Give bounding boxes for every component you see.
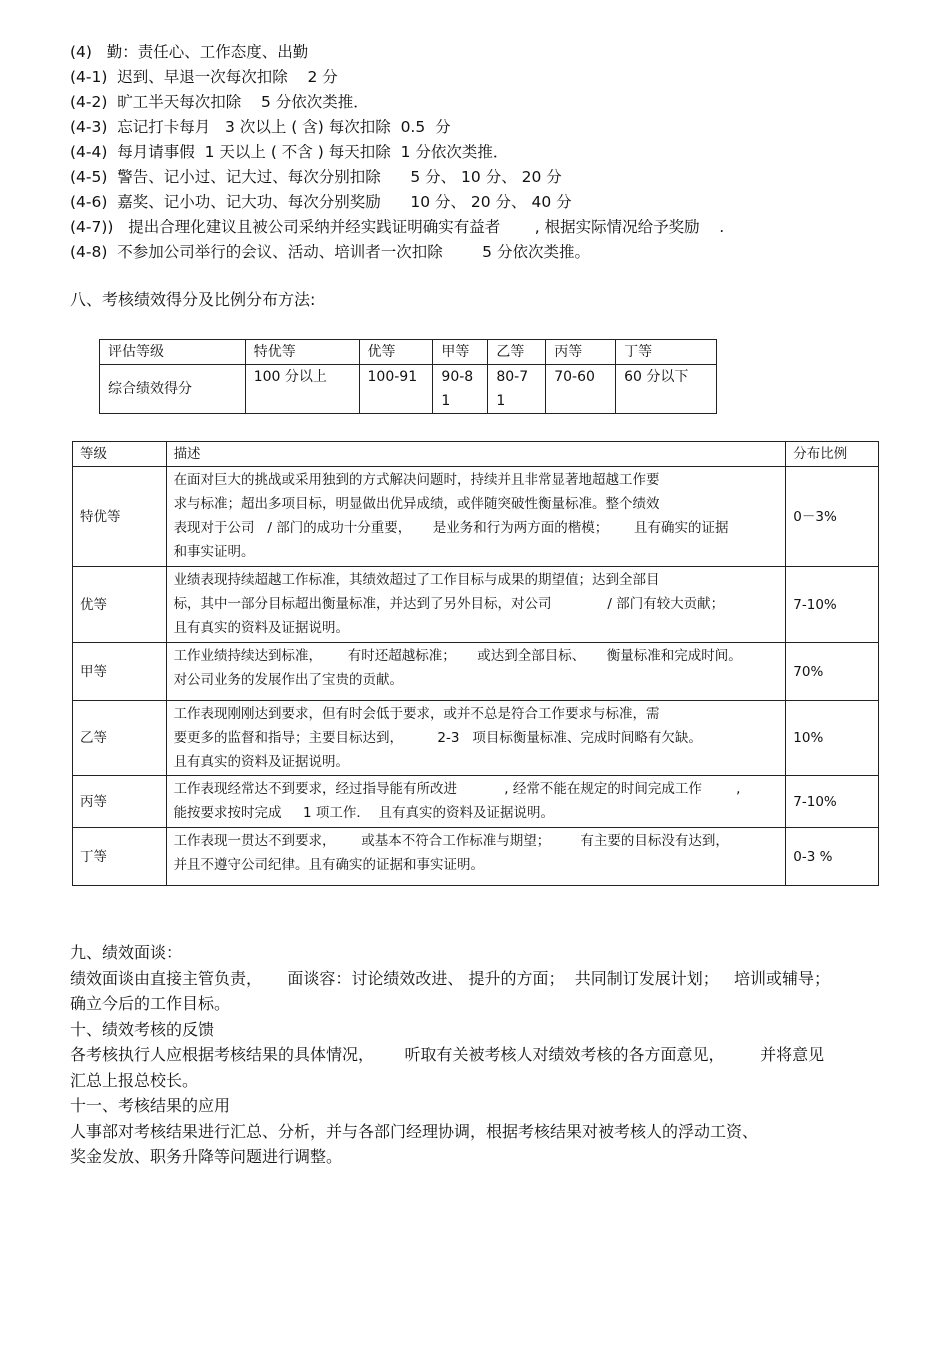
description-cell — [166, 643, 786, 701]
description-line: 工作业绩持续达到标准， 有时还超越标准； 或达到全部目标、 衡量标准和完成时间。 — [173, 648, 742, 664]
rule-line: (4-6) 嘉奖、记小功、记大功、每次分别奖励 10 分、 20 分、 40 分 — [70, 193, 572, 211]
score-table-score: 80-7 1 — [488, 365, 546, 414]
description-line: 工作表现经常达不到要求，经过指导能有所改进 , 经常不能在规定的时间完成工作 , — [173, 781, 741, 797]
score-table-label: 评估等级 — [100, 340, 246, 365]
description-cell — [166, 828, 786, 886]
score-table-grade: 优等 — [359, 340, 433, 365]
score-table-grade-row — [100, 340, 717, 365]
paragraph-line: 人事部对考核结果进行汇总、分析，并与各部门经理协调，根据考核结果对被考核人的浮动工资、 — [70, 1121, 759, 1141]
description-line: 求与标准；超出多项目标，明显做出优异成绩，或伴随突破性衡量标准。整个绩效 — [173, 496, 660, 512]
ratio-cell: 7-10% — [786, 567, 879, 643]
grade-cell: 甲等 — [73, 643, 167, 701]
description-line: 工作表现一贯达不到要求， 或基本不符合工作标准与期望； 有主要的目标没有达到， — [173, 833, 729, 849]
paragraph-line: 汇总上报总校长。 — [70, 1070, 199, 1090]
paragraph-line: 确立今后的工作目标。 — [70, 994, 231, 1013]
grade-table-header-row — [73, 442, 879, 467]
ratio-column-header: 分布比例 — [786, 442, 879, 467]
rule-line: (4) 勤：责任心、工作态度、出勤 — [70, 43, 309, 61]
description-column-header: 描述 — [166, 442, 786, 467]
table-row — [73, 701, 879, 776]
description-line: 并且不遵守公司纪律。且有确实的证据和事实证明。 — [173, 857, 485, 873]
score-table-score: 60 分以下 — [616, 365, 717, 414]
grade-cell: 特优等 — [73, 467, 167, 567]
score-table-score-row — [100, 365, 717, 414]
paragraph-line: 奖金发放、职务升降等问题进行调整。 — [70, 1147, 343, 1166]
score-table-score: 90-8 1 — [433, 365, 488, 414]
grade-column-header: 等级 — [73, 442, 167, 467]
rule-line: (4-2) 旷工半天每次扣除 5 分依次类推． — [70, 93, 369, 111]
score-table-score: 100 分以上 — [245, 365, 359, 414]
score-table-label: 综合绩效得分 — [100, 365, 246, 414]
score-table-grade: 丙等 — [546, 340, 616, 365]
description-cell — [166, 701, 786, 776]
section-8-heading: 八、考核绩效得分及比例分布方法: — [70, 290, 316, 309]
grade-cell: 优等 — [73, 567, 167, 643]
paragraph-line: 各考核执行人应根据考核结果的具体情况， 听取有关被考核人对绩效考核的各方面意见， 并将意见 — [70, 1045, 825, 1064]
description-cell — [166, 467, 786, 567]
rule-line: (4-8) 不参加公司举行的会议、活动、培训者一次扣除 5 分依次类推。 — [70, 243, 590, 261]
ratio-cell: 0-3 % — [786, 828, 879, 886]
score-table-grade: 丁等 — [616, 340, 717, 365]
grade-cell: 丁等 — [73, 828, 167, 886]
section-11-heading: 十一、考核结果的应用 — [70, 1096, 231, 1115]
attendance-rules — [70, 40, 870, 265]
table-row — [73, 467, 879, 567]
description-line: 对公司业务的发展作出了宝贵的贡献。 — [173, 672, 404, 688]
table-row — [73, 567, 879, 643]
description-line: 和事实证明。 — [173, 544, 255, 560]
grade-description-table — [72, 441, 879, 886]
rule-line: (4-7)) 提出合理化建议且被公司采纳并经实践证明确实有益者 , 根据实际情况给予奖励 . — [70, 218, 725, 236]
rule-line: (4-1) 迟到、早退一次每次扣除 2 分 — [70, 68, 338, 86]
grade-cell: 丙等 — [73, 776, 167, 828]
ratio-cell: 70% — [786, 643, 879, 701]
description-line: 要更多的监督和指导；主要目标达到， 2-3 项目标衡量标准、完成时间略有欠缺。 — [173, 730, 702, 746]
score-table — [99, 339, 717, 414]
score-table-score: 70-60 — [546, 365, 616, 414]
ratio-cell: 10% — [786, 701, 879, 776]
grade-cell: 乙等 — [73, 701, 167, 776]
rule-line: (4-3) 忘记打卡每月 3 次以上 ( 含) 每次扣除 0.5 分 — [70, 118, 451, 136]
score-table-grade: 特优等 — [245, 340, 359, 365]
description-line: 且有真实的资料及证据说明。 — [173, 620, 350, 636]
closing-sections — [70, 940, 890, 1170]
rule-line: (4-4) 每月请事假 1 天以上 ( 不含 ) 每天扣除 1 分依次类推． — [70, 143, 509, 161]
score-table-score: 100-91 — [359, 365, 433, 414]
table-row — [73, 643, 879, 701]
ratio-cell: 0－3% — [786, 467, 879, 567]
section-10-heading: 十、绩效考核的反馈 — [70, 1019, 215, 1039]
description-line: 且有真实的资料及证据说明。 — [173, 754, 350, 770]
description-line: 工作表现刚刚达到要求，但有时会低于要求，或并不总是符合工作要求与标准，需 — [173, 706, 660, 722]
section-9-heading: 九、绩效面谈： — [70, 943, 183, 962]
table-row — [73, 776, 879, 828]
description-line: 在面对巨大的挑战或采用独到的方式解决问题时，持续并且非常显著地超越工作要 — [173, 472, 660, 488]
paragraph-line: 绩效面谈由直接主管负责， 面谈容：讨论绩效改进、 提升的方面； 共同制订发展计划； 培训或辅导； — [70, 968, 830, 988]
description-line: 表现对于公司 / 部门的成功十分重要， 是业务和行为两方面的楷模； 且有确实的证据 — [173, 520, 729, 536]
table-row — [73, 828, 879, 886]
description-cell — [166, 776, 786, 828]
score-table-grade: 乙等 — [488, 340, 546, 365]
description-line: 业绩表现持续超越工作标准，其绩效超过了工作目标与成果的期望值；达到全部目 — [173, 572, 660, 588]
description-line: 标，其中一部分目标超出衡量标准，并达到了另外目标，对公司 / 部门有较大贡献； — [173, 596, 725, 612]
score-table-grade: 甲等 — [433, 340, 488, 365]
rule-line: (4-5) 警告、记小过、记大过、每次分别扣除 5 分、 10 分、 20 分 — [70, 168, 562, 186]
description-cell — [166, 567, 786, 643]
description-line: 能按要求按时完成 1 项工作． 且有真实的资料及证据说明。 — [173, 805, 554, 821]
ratio-cell: 7-10% — [786, 776, 879, 828]
